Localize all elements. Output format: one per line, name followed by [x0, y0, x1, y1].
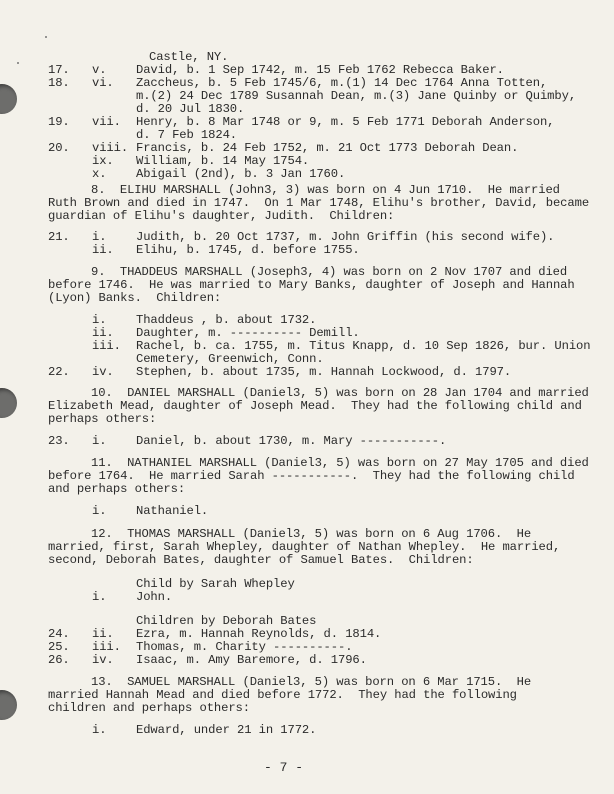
child-entry: Rachel, b. ca. 1755, m. Titus Knapp, d. 10 Sep 1826, bur. Union: [136, 339, 591, 353]
continuation-line: d. 20 Jul 1830.: [136, 102, 245, 116]
child-roman: viii.: [92, 141, 129, 155]
child-entry: Judith, b. 20 Oct 1737, m. John Griffin (his second wife).: [136, 230, 555, 244]
child-entry: Thaddeus , b. about 1732.: [136, 313, 317, 327]
child-roman: iii.: [92, 640, 121, 654]
paragraph-line: Elizabeth Mead, daughter of Joseph Mead. They had the following child and: [48, 399, 582, 413]
entry-number: 20.: [48, 141, 70, 155]
child-entry: Isaac, m. Amy Baremore, d. 1796.: [136, 653, 367, 667]
page-number: - 7 -: [264, 760, 304, 775]
paragraph-line: before 1746. He was married to Mary Banks, daughter of Joseph and Hannah: [48, 278, 575, 292]
child-roman: vii.: [92, 115, 121, 129]
child-entry: Thomas, m. Charity ----------.: [136, 640, 353, 654]
child-roman: ii.: [92, 627, 114, 641]
child-roman: iv.: [92, 653, 114, 667]
paragraph-line: married Hannah Mead and died before 1772. They had the following: [48, 688, 517, 702]
child-roman: iv.: [92, 365, 114, 379]
paragraph-line: and perhaps others:: [48, 482, 186, 496]
entry-number: 26.: [48, 653, 70, 667]
child-roman: i.: [92, 723, 107, 737]
punch-hole: [0, 84, 17, 114]
continuation-line: Cemetery, Greenwich, Conn.: [136, 352, 324, 366]
child-entry: Francis, b. 24 Feb 1752, m. 21 Oct 1773 Deborah Dean.: [136, 141, 519, 155]
paragraph-line: perhaps others:: [48, 412, 157, 426]
paragraph-line: 9. THADDEUS MARSHALL (Joseph3, 4) was born on 2 Nov 1707 and died: [91, 265, 568, 279]
entry-number: 24.: [48, 627, 70, 641]
child-roman: vi.: [92, 76, 114, 90]
entry-number: 25.: [48, 640, 70, 654]
child-roman: x.: [92, 167, 107, 181]
continuation-line: Children by Deborah Bates: [136, 614, 317, 628]
entry-number: 22.: [48, 365, 70, 379]
child-entry: William, b. 14 May 1754.: [136, 154, 310, 168]
entry-number: 17.: [48, 63, 70, 77]
continuation-line: d. 7 Feb 1824.: [136, 128, 237, 142]
child-roman: i.: [92, 590, 107, 604]
punch-hole: [0, 690, 17, 720]
continuation-line: Castle, NY.: [149, 50, 229, 64]
child-entry: Zaccheus, b. 5 Feb 1745/6, m.(1) 14 Dec 1764 Anna Totten,: [136, 76, 548, 90]
paragraph-line: guardian of Elihu's daughter, Judith. Children:: [48, 209, 395, 223]
entry-number: 19.: [48, 115, 70, 129]
child-entry: Edward, under 21 in 1772.: [136, 723, 317, 737]
child-roman: i.: [92, 313, 107, 327]
paragraph-line: married, first, Sarah Whepley, daughter of Nathan Whepley. He married,: [48, 540, 561, 554]
speck: [17, 62, 19, 64]
child-roman: iii.: [92, 339, 121, 353]
speck: [45, 36, 47, 38]
continuation-line: Child by Sarah Whepley: [136, 577, 295, 591]
punch-hole: [0, 388, 17, 418]
paragraph-line: 11. NATHANIEL MARSHALL (Daniel3, 5) was born on 27 May 1705 and died: [91, 456, 589, 470]
paragraph-line: 12. THOMAS MARSHALL (Daniel3, 5) was born on 6 Aug 1706. He: [91, 527, 532, 541]
child-entry: Nathaniel.: [136, 504, 209, 518]
paragraph-line: 10. DANIEL MARSHALL (Daniel3, 5) was born on 28 Jan 1704 and married: [91, 386, 589, 400]
child-entry: Abigail (2nd), b. 3 Jan 1760.: [136, 167, 346, 181]
child-entry: Daughter, m. ---------- Demill.: [136, 326, 360, 340]
child-entry: Daniel, b. about 1730, m. Mary -----------.: [136, 434, 447, 448]
child-roman: i.: [92, 434, 107, 448]
child-roman: ix.: [92, 154, 114, 168]
child-entry: David, b. 1 Sep 1742, m. 15 Feb 1762 Rebecca Baker.: [136, 63, 504, 77]
paragraph-line: children and perhaps others:: [48, 701, 250, 715]
paragraph-line: second, Deborah Bates, daughter of Samuel Bates. Children:: [48, 553, 474, 567]
paragraph-line: 8. ELIHU MARSHALL (John3, 3) was born on 4 Jun 1710. He married: [91, 183, 560, 197]
entry-number: 18.: [48, 76, 70, 90]
child-entry: Stephen, b. about 1735, m. Hannah Lockwood, d. 1797.: [136, 365, 512, 379]
child-entry: Ezra, m. Hannah Reynolds, d. 1814.: [136, 627, 382, 641]
entry-number: 21.: [48, 230, 70, 244]
child-roman: i.: [92, 230, 107, 244]
child-roman: i.: [92, 504, 107, 518]
paragraph-line: Ruth Brown and died in 1747. On 1 Mar 1748, Elihu's brother, David, became: [48, 196, 590, 210]
child-entry: Elihu, b. 1745, d. before 1755.: [136, 243, 360, 257]
child-roman: ii.: [92, 243, 114, 257]
child-roman: ii.: [92, 326, 114, 340]
paragraph-line: (Lyon) Banks. Children:: [48, 291, 222, 305]
child-entry: John.: [136, 590, 173, 604]
child-entry: Henry, b. 8 Mar 1748 or 9, m. 5 Feb 1771 Deborah Anderson,: [136, 115, 555, 129]
continuation-line: m.(2) 24 Dec 1789 Susannah Dean, m.(3) Jane Quinby or Quimby,: [136, 89, 577, 103]
child-roman: v.: [92, 63, 107, 77]
entry-number: 23.: [48, 434, 70, 448]
paragraph-line: 13. SAMUEL MARSHALL (Daniel3, 5) was born on 6 Mar 1715. He: [91, 675, 532, 689]
paragraph-line: before 1764. He married Sarah -----------. They had the following child: [48, 469, 575, 483]
